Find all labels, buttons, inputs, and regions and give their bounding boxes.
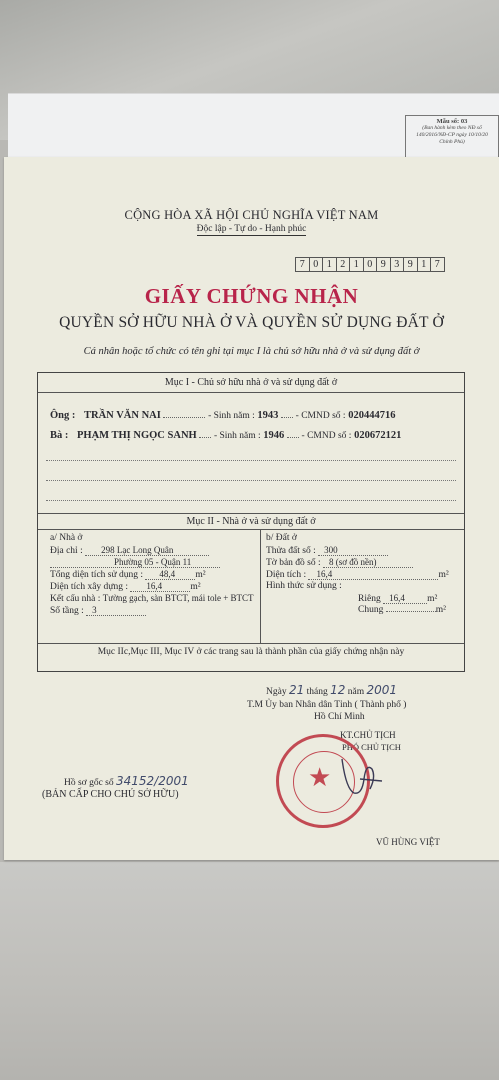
section-1-title: Mục I - Chủ sở hữu nhà ở và sử dụng đất ở bbox=[164, 377, 338, 388]
form-number: Mẫu số: 03 bbox=[436, 118, 468, 125]
document-title: GIẤY CHỨNG NHẬN bbox=[144, 284, 359, 308]
land-heading: b/ Đất ở bbox=[266, 533, 297, 543]
serial-digit: 9 bbox=[403, 257, 418, 272]
footer-note: Mục IIc,Mục III, Mục IV ở các trang sau là thành phần của giấy chứng nhận này bbox=[97, 647, 405, 657]
certificate-paper bbox=[4, 157, 499, 860]
house-structure: Kết cấu nhà : Tường gạch, sàn BTCT, mái tole + BTCT bbox=[50, 593, 254, 604]
serial-digit: 1 bbox=[322, 257, 337, 272]
serial-digit: 9 bbox=[376, 257, 391, 272]
serial-number bbox=[296, 257, 445, 272]
document-subtitle: QUYỀN SỞ HỮU NHÀ Ở VÀ QUYỀN SỬ DỤNG ĐẤT Ở bbox=[59, 314, 444, 331]
issuer-line-4: PHÓ CHỦ TỊCH bbox=[342, 742, 401, 752]
details-table bbox=[37, 372, 465, 672]
background-bottom bbox=[0, 862, 499, 1080]
house-heading: a/ Nhà ở bbox=[50, 533, 83, 543]
house-address-line-2: Phường 05 - Quận 11 bbox=[50, 557, 220, 568]
land-private: Riêng 16,4 m² bbox=[358, 593, 438, 604]
country-header: CỘNG HÒA XÃ HỘI CHỦ NGHĨA VIỆT NAM bbox=[124, 208, 379, 222]
land-shared: Chung m² bbox=[358, 605, 446, 615]
signer-name: VŨ HÙNG VIỆT bbox=[376, 837, 440, 847]
copy-note: (BẢN CẤP CHO CHỦ SỞ HỮU) bbox=[42, 789, 179, 800]
record-number: Hồ sơ gốc số 34152/2001 bbox=[64, 774, 189, 788]
seal-star-icon: ★ bbox=[308, 763, 332, 792]
issuer-line-2: Hồ Chí Minh bbox=[314, 712, 365, 722]
serial-digit: 0 bbox=[363, 257, 378, 272]
land-plot: Thửa đất số : 300 bbox=[266, 545, 388, 556]
issue-date: Ngày 21 tháng 12 năm 2001 bbox=[266, 683, 398, 697]
house-floors: Số tầng : 3 bbox=[50, 605, 146, 616]
form-note-2: 140/2016/NĐ-CP ngày 10/10/20 bbox=[416, 132, 488, 138]
section-2-title: Mục II - Nhà ở và sử dụng đất ở bbox=[186, 516, 316, 527]
serial-digit: 1 bbox=[349, 257, 364, 272]
serial-digit: 2 bbox=[336, 257, 351, 272]
house-build-area: Diện tích xây dựng : 16,4 m² bbox=[50, 581, 201, 592]
issuer-line-3: KT.CHỦ TỊCH bbox=[340, 730, 396, 740]
serial-digit: 7 bbox=[295, 257, 310, 272]
land-area: Diện tích : 16,4 m² bbox=[266, 569, 449, 580]
intro-text: Cá nhân hoặc tổ chức có tên ghi tại mục I là chủ sở hữu nhà ở và sử dụng đất ở bbox=[83, 346, 420, 357]
house-address: Địa chỉ : 298 Lạc Long Quân bbox=[50, 545, 209, 556]
serial-digit: 1 bbox=[417, 257, 432, 272]
form-note-1: (Ban hành kèm theo NĐ số bbox=[422, 125, 482, 131]
house-total-area: Tổng diện tích sử dụng : 48,4 m² bbox=[50, 569, 206, 580]
form-number-box bbox=[405, 115, 499, 159]
serial-digit: 7 bbox=[430, 257, 445, 272]
serial-digit: 3 bbox=[390, 257, 405, 272]
issuer-line-1: T.M Ủy ban Nhân dân Tỉnh ( Thành phố ) bbox=[247, 700, 407, 710]
signature bbox=[332, 749, 392, 799]
land-map: Tờ bản đồ số : 8 (sơ đồ nền) bbox=[266, 557, 413, 568]
owner-row-2: Bà : PHẠM THỊ NGỌC SANH - Sinh năm : 1946 - CMND số : 020672121 bbox=[50, 430, 402, 441]
land-use: Hình thức sử dụng : bbox=[266, 581, 342, 591]
form-note-3: Chính Phủ) bbox=[439, 139, 465, 145]
owner-row-1: Ông : TRẦN VĂN NAI - Sinh năm : 1943 - CMND số : 020444716 bbox=[50, 410, 396, 421]
motto: Độc lập - Tự do - Hạnh phúc bbox=[196, 224, 307, 234]
serial-digit: 0 bbox=[309, 257, 324, 272]
